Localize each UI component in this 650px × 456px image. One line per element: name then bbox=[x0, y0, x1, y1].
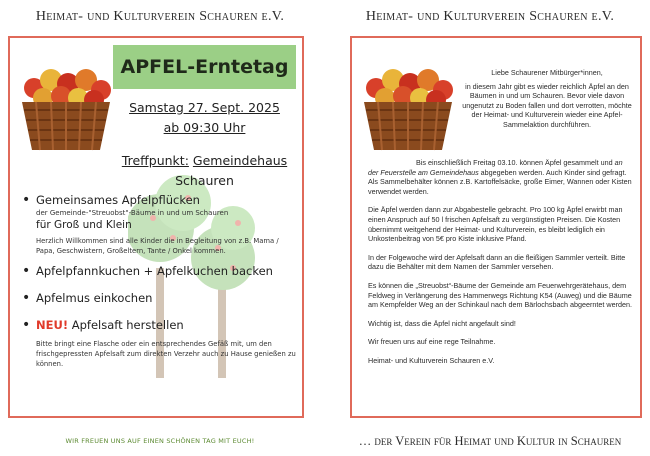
letter-greeting: Liebe Schaurener Mitbürger*innen, bbox=[491, 68, 603, 77]
letter-paragraph-2 bbox=[368, 158, 632, 196]
apple-basket-image bbox=[16, 58, 116, 156]
bottle-note: Bitte bringt eine Flasche oder ein entsprechendes Gefäß mit, um den frischgepressten Apfelsaft zum direkten Verzehr auch zu Hause genießen zu können. bbox=[36, 340, 296, 368]
activity-baking: • Apfelpfannkuchen + Apfelkuchen backen bbox=[22, 264, 297, 279]
event-title: APFEL-Erntetag bbox=[113, 45, 296, 89]
new-badge: NEU! bbox=[36, 318, 69, 332]
activity-picking: • Gemeinsames Apfelpflücken bbox=[22, 193, 297, 208]
activity-list bbox=[22, 193, 297, 369]
p2-part-a: Bis einschließlich Freitag 03.10. können Äpfel gesammelt und bbox=[416, 158, 613, 167]
meeting-town: Schauren bbox=[175, 173, 234, 188]
letter-paragraph-6: Wichtig ist, dass die Äpfel nicht angefault sind! bbox=[368, 318, 516, 328]
flyer-back bbox=[330, 0, 650, 456]
meeting-place: Gemeindehaus bbox=[192, 153, 288, 168]
p2-italic: an der Feuerstelle am Gemeindehaus bbox=[368, 158, 623, 177]
letter-body bbox=[368, 158, 632, 366]
apple-basket-image bbox=[358, 58, 458, 156]
flyer-frame bbox=[8, 36, 304, 418]
meeting-point bbox=[113, 151, 296, 191]
event-date-line: Samstag 27. Sept. 2025 bbox=[129, 100, 280, 115]
club-header-back: Heimat- und Kulturverein Schauren e.V. bbox=[365, 9, 615, 24]
letter-paragraph-3: Die Äpfel werden dann zur Abgabestelle gebracht. Pro 100 kg Äpfel erwirbt man einen Anspruch auf 50 l frischen Apfelsaft zu vergünstigten Preisen. Die Kosten übernimmt weitgehend der Heimat- und Kulturverein, es bleibt lediglich ein Unkostenbeitrag von 5€ pro Kiste inklusive Pfand. bbox=[368, 205, 623, 244]
flyer-back-footer: … der Verein für Heimat und Kultur in Schauren bbox=[358, 434, 622, 448]
event-time-line: ab 09:30 Uhr bbox=[163, 120, 246, 135]
letter-paragraph-1: in diesem Jahr gibt es wieder reichlich Äpfel an den Bäumen in und um Schauren. Bevor viele davon ungenutzt zu Boden fallen und dort verrotten, möchte der Heimat- und Kulturverein wieder eine Apfel-Sammelaktion durchführen. bbox=[462, 81, 632, 129]
letter-paragraph-5: Es können die „Streuobst“-Bäume der Gemeinde am Feuerwehrgerätehaus, dem Feldweg in Verlängerung des Hammerwegs Richtung K54 (Auweg) und die Bäume am Kempfelder Weg an der Schinkaul nach dem Bärlochsbach abgeerntet werden. bbox=[368, 280, 632, 310]
activity-picking-audience: für Groß und Klein bbox=[36, 219, 132, 231]
activity-picking-welcome: Herzlich Willkommen sind alle Kinder die in Begleitung von z.B. Mama / Papa, Geschwistern, Großeltern, Tante / Onkel kommen. bbox=[36, 237, 279, 255]
letter-frame bbox=[350, 36, 642, 418]
letter-paragraph-4: In der Folgewoche wird der Apfelsaft dann an die fleißigen Sammler verteilt. Bitte dazu die Behälter mit dem Namen der Sammler versehen. bbox=[368, 252, 626, 272]
activity-juice bbox=[22, 318, 297, 333]
flyer-front bbox=[0, 0, 320, 456]
letter-paragraph-7: Wir freuen uns auf eine rege Teilnahme. bbox=[368, 337, 496, 347]
p2-part-b: abgegeben werden. Auch Kinder sind gefragt. Als Sammelbehälter können z.B. Kartoffelsäcke, große Eimer, Wannen oder Kisten verwendet werden. bbox=[368, 167, 632, 196]
letter-intro bbox=[462, 68, 632, 130]
flyer-front-footer: WIR FREUEN UNS AUF EINEN SCHÖNEN TAG MIT EUCH! bbox=[65, 437, 255, 445]
activity-juice-label: Apfelsaft herstellen bbox=[71, 318, 184, 332]
club-header: Heimat- und Kulturverein Schauren e.V. bbox=[35, 9, 285, 24]
letter-signature: Heimat- und Kulturverein Schauren e.V. bbox=[368, 355, 495, 365]
activity-picking-sub: der Gemeinde-"Streuobst"-Bäume in und um Schauren bbox=[36, 209, 229, 217]
event-date bbox=[113, 98, 296, 138]
meeting-point-line bbox=[113, 151, 296, 171]
meeting-label: Treffpunkt: bbox=[121, 153, 189, 168]
activity-applesauce: • Apfelmus einkochen bbox=[22, 291, 297, 306]
